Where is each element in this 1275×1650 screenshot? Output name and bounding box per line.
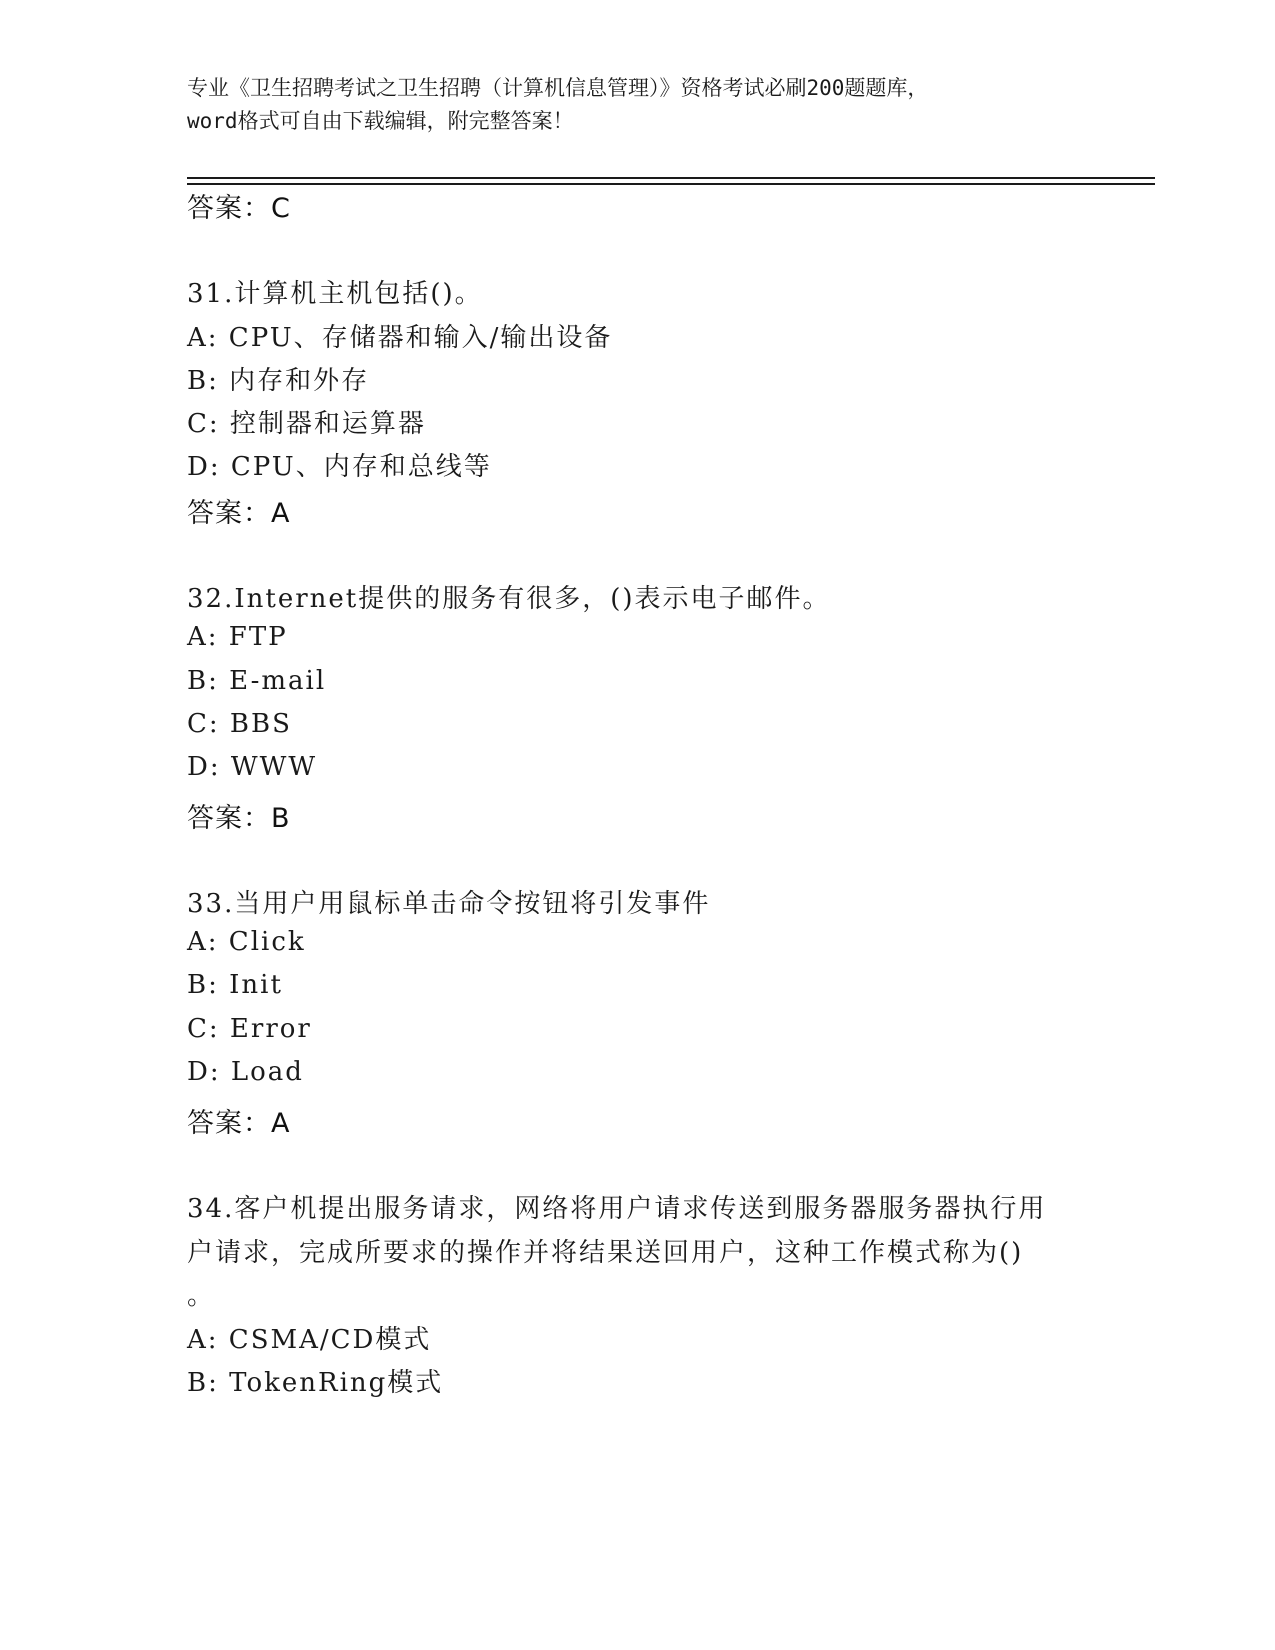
question-31-option-a: A: CPU、存储器和输入/输出设备 [187, 323, 613, 353]
answer-32: 答案：B [187, 803, 291, 834]
question-31-stem: 31.计算机主机包括()。 [187, 279, 483, 309]
header-divider-top [187, 177, 1155, 179]
question-31-option-c: C: 控制器和运算器 [187, 409, 426, 439]
question-34-stem-line-3: 。 [187, 1281, 216, 1311]
question-31-option-d: D: CPU、内存和总线等 [187, 452, 492, 482]
question-34-stem-line-2: 户请求，完成所要求的操作并将结果送回用户，这种工作模式称为() [187, 1238, 1024, 1268]
question-32-stem: 32.Internet提供的服务有很多，()表示电子邮件。 [187, 584, 831, 614]
answer-prev: 答案：C [187, 193, 291, 224]
question-33-option-b: B: Init [187, 970, 283, 1000]
header-line-2: word格式可自由下载编辑，附完整答案！ [187, 109, 574, 133]
answer-31: 答案：A [187, 498, 291, 529]
question-32-option-c: C: BBS [187, 709, 292, 739]
answer-33: 答案：A [187, 1108, 291, 1139]
question-33-option-c: C: Error [187, 1014, 312, 1044]
question-33-option-a: A: Click [187, 927, 306, 957]
question-33-stem: 33.当用户用鼠标单击命令按钮将引发事件 [187, 889, 711, 919]
question-33-option-d: D: Load [187, 1057, 304, 1087]
question-34-option-a: A: CSMA/CD模式 [187, 1325, 432, 1355]
header-line-1: 专业《卫生招聘考试之卫生招聘（计算机信息管理）》资格考试必刷200题题库， [187, 76, 929, 100]
document-header [187, 72, 1087, 138]
question-31-option-b: B: 内存和外存 [187, 366, 370, 396]
question-32-option-d: D: WWW [187, 752, 318, 782]
question-34-stem-line-1: 34.客户机提出服务请求，网络将用户请求传送到服务器服务器执行用 [187, 1194, 1047, 1224]
question-34-option-b: B: TokenRing模式 [187, 1368, 444, 1398]
header-divider-bottom [187, 183, 1155, 185]
question-32-option-a: A: FTP [187, 622, 288, 652]
question-32-option-b: B: E-mail [187, 666, 327, 696]
